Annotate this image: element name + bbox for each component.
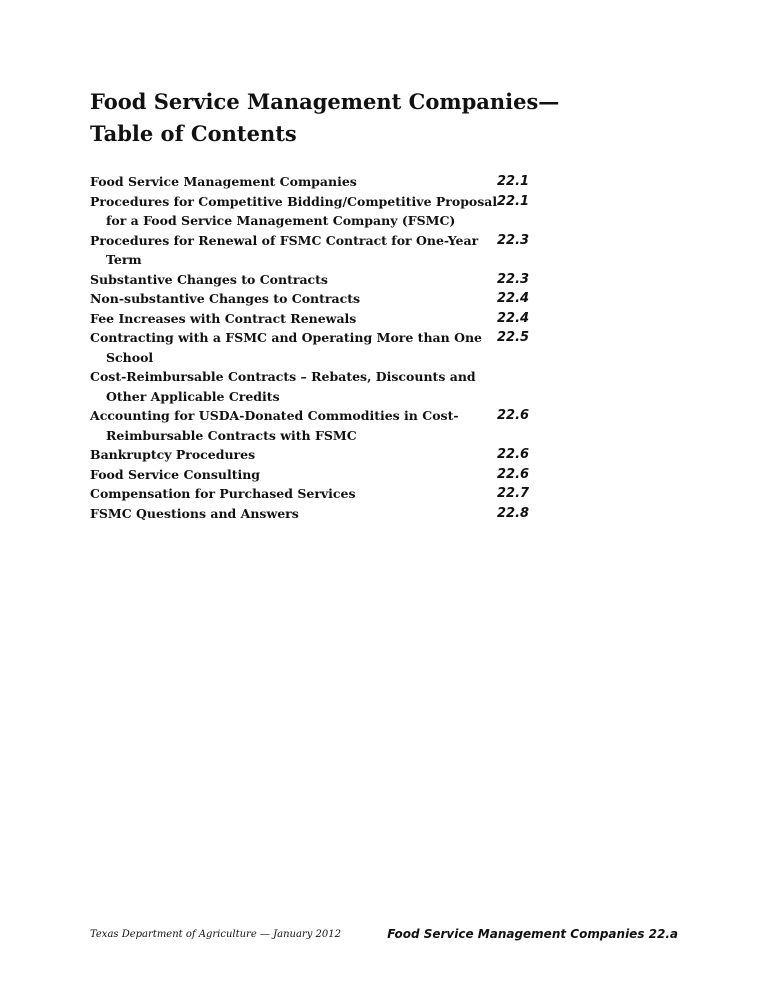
toc-entry-fee-increases[interactable] bbox=[90, 309, 590, 329]
toc-entry-title: FSMC Questions and Answers bbox=[90, 505, 299, 521]
toc-entry-page: 22.1 bbox=[497, 174, 530, 189]
toc-entry-page: 22.6 bbox=[497, 466, 530, 482]
toc-entry-page: 22.5 bbox=[497, 330, 530, 345]
toc-entry-usda-donated-commodities[interactable] bbox=[90, 406, 590, 445]
page-title-line-1: Food Service Management Companies— bbox=[90, 89, 560, 114]
toc-entry-page: 22.1 bbox=[497, 193, 530, 209]
footer-section-page: Food Service Management Companies 22.a bbox=[387, 927, 678, 941]
toc-entry-title: Food Service Consulting bbox=[90, 466, 261, 482]
toc-entry-page: 22.3 bbox=[497, 232, 530, 248]
toc-entry-page: 22.6 bbox=[497, 408, 530, 423]
page-title-line-2: Table of Contents bbox=[90, 121, 297, 146]
toc-entry-page: 22.3 bbox=[497, 271, 530, 287]
toc-entry-competitive-bidding-procedures[interactable] bbox=[90, 192, 590, 231]
toc-entry-title: Food Service Management Companies bbox=[90, 174, 357, 189]
toc-entry-page: 22.7 bbox=[497, 486, 530, 501]
toc-entry-cost-reimbursable-rebates[interactable] bbox=[90, 367, 590, 406]
table-of-contents bbox=[90, 172, 590, 523]
footer-publisher: Texas Department of Agriculture — January 2012 bbox=[90, 929, 341, 940]
toc-entry-page: 22.6 bbox=[497, 447, 530, 462]
toc-entry-renewal-procedures[interactable] bbox=[90, 231, 590, 270]
toc-entry-title: Fee Increases with Contract Renewals bbox=[90, 310, 357, 326]
toc-entry-title: Compensation for Purchased Services bbox=[90, 486, 356, 501]
toc-entry-food-service-management-companies[interactable] bbox=[90, 172, 590, 192]
toc-entry-page: 22.4 bbox=[497, 291, 530, 306]
toc-entry-food-service-consulting[interactable] bbox=[90, 465, 590, 485]
toc-entry-more-than-one-school[interactable] bbox=[90, 328, 590, 367]
toc-entry-purchased-services[interactable] bbox=[90, 484, 590, 504]
toc-entry-title: Procedures for Renewal of FSMC Contract for One-Year Term bbox=[90, 232, 479, 267]
toc-entry-non-substantive-changes[interactable] bbox=[90, 289, 590, 309]
toc-entry-title: Substantive Changes to Contracts bbox=[90, 271, 328, 287]
page-title bbox=[90, 86, 650, 150]
toc-entry-title: Bankruptcy Procedures bbox=[90, 447, 256, 462]
toc-entry-fsmc-questions-answers[interactable] bbox=[90, 504, 590, 524]
toc-entry-title: Accounting for USDA-Donated Commodities in Cost-Reimbursable Contracts with FSMC bbox=[90, 408, 459, 443]
toc-entry-substantive-changes[interactable] bbox=[90, 270, 590, 290]
toc-entry-bankruptcy-procedures[interactable] bbox=[90, 445, 590, 465]
toc-entry-page: 22.4 bbox=[497, 310, 530, 326]
toc-entry-title: Non-substantive Changes to Contracts bbox=[90, 291, 361, 306]
toc-entry-page: 22.8 bbox=[497, 505, 530, 521]
toc-entry-title: Contracting with a FSMC and Operating More than One School bbox=[90, 330, 483, 365]
toc-entry-title: Cost-Reimbursable Contracts – Rebates, Discounts and Other Applicable Credits bbox=[90, 369, 476, 404]
toc-entry-title: Procedures for Competitive Bidding/Competitive Proposal for a Food Service Management Company (FSMC) bbox=[90, 193, 498, 228]
